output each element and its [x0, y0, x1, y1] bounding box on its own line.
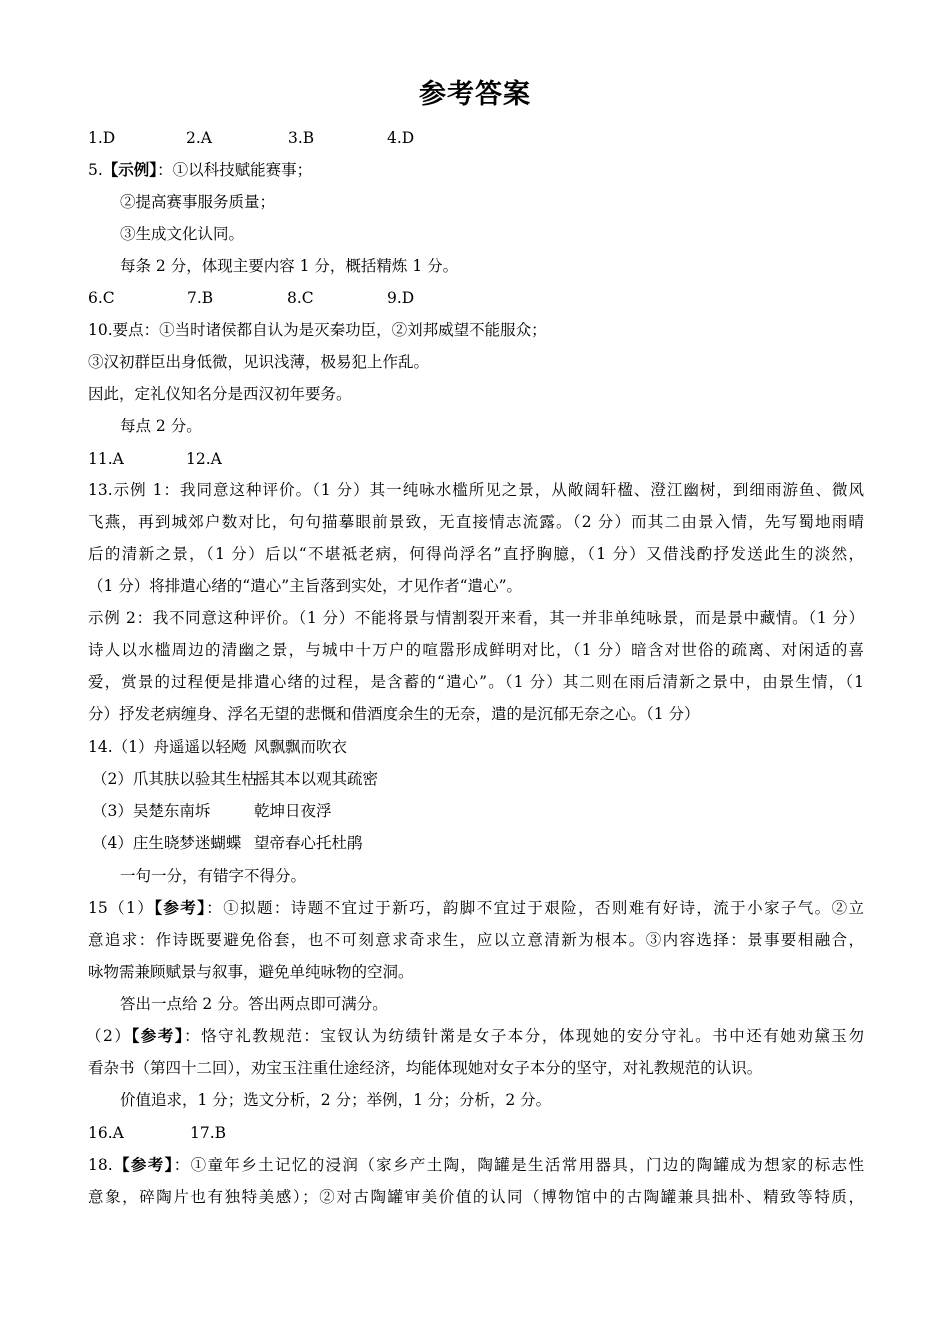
q15-1-number: 15（1） [88, 899, 155, 917]
q15-2-tag: 【参考】 [131, 1026, 185, 1045]
q15-line-5 [86, 1026, 864, 1046]
q14-3-first: （3）吴楚东南坼 [92, 802, 211, 820]
answer-8: 8.C [287, 289, 314, 307]
q18-number: 18. [88, 1156, 113, 1174]
answer-11: 11.A [88, 450, 124, 468]
q13-line-8: 分）抒发老病缠身、浮名无望的悲慨和借酒度余生的无奈，遣的是沉郁无奈之心。（1 分） [88, 705, 700, 723]
q13-line-4: （1 分）将排遣心绪的“遣心”主旨落到实处，才见作者“遣心”。 [88, 577, 522, 595]
q10-scoring: 每点 2 分。 [120, 417, 202, 435]
q5-point-1: ：①以科技赋能赛事； [157, 161, 313, 179]
answer-3: 3.B [288, 129, 315, 147]
q15-line-6: 看杂书（第四十二回），劝宝玉注重仕途经济，均能体现她对女子本分的坚守，对礼教规范的认识。 [88, 1059, 763, 1077]
q13-line-6: 诗人以水槛周边的清幽之景，与城中十万户的喧嚣形成鲜明对比，（1 分）暗含对世俗的疏离、对闲适的喜 [88, 641, 864, 659]
q14-1-first: 14.（1）舟遥遥以轻飏 [88, 738, 247, 756]
q18-tag: 【参考】 [112, 1155, 174, 1174]
q5-scoring: 每条 2 分，体现主要内容 1 分，概括精炼 1 分。 [120, 257, 459, 275]
q5-tag: 【示例】 [102, 160, 158, 179]
q18-line-1 [88, 1155, 864, 1175]
q5-point-2: ②提高赛事服务质量； [120, 193, 276, 211]
q5-point-3: ③生成文化认同。 [120, 225, 245, 243]
q13-line-5: 示例 2：我不同意这种评价。（1 分）不能将景与情割裂开来看，其一并非单纯咏景，而是景中藏情。（1 分） [88, 609, 864, 627]
q14-3-second: 乾坤日夜浮 [254, 802, 332, 820]
q14-4-first: （4）庄生晓梦迷蝴蝶 [92, 834, 242, 852]
answer-4: 4.D [387, 129, 415, 147]
answer-row-16-17 [88, 1123, 864, 1143]
q13-line-7: 爱，赏景的过程便是排遣心绪的过程，是含蓄的“遣心”。（1 分）其二则在雨后清新之景中，由景生情，（1 [88, 673, 864, 691]
answer-16: 16.A [88, 1124, 124, 1142]
q14-scoring: 一句一分，有错字不得分。 [120, 867, 307, 885]
q14-1-second: 风飘飘而吹衣 [254, 738, 348, 756]
answer-17: 17.B [190, 1124, 227, 1142]
answer-row-11-12 [88, 449, 864, 469]
answer-9: 9.D [387, 289, 415, 307]
q15-line-3: 咏物需兼顾赋景与叙事，避免单纯咏物的空洞。 [88, 963, 414, 981]
q15-1-tag: 【参考】 [154, 898, 207, 917]
q14-row-2 [92, 769, 868, 789]
q5-number: 5. [88, 161, 103, 179]
answer-12: 12.A [186, 450, 222, 468]
q13-line-2: 飞燕，再到城郊户数对比，句句描摹眼前景致，无直接情志流露。（2 分）而其二由景入情，先写蜀地雨晴 [88, 513, 864, 531]
q15-1-text: ：①拟题：诗题不宜过于新巧，韵脚不宜过于艰险，否则难有好诗，流于小家子气。②立 [206, 899, 864, 917]
q15-2-scoring: 价值追求，1 分；选文分析，2 分；举例，1 分；分析，2 分。 [120, 1091, 552, 1109]
q15-line-2: 意追求：作诗既要避免俗套，也不可刻意求奇求生，应以立意清新为根本。③内容选择：景事要相融合， [88, 931, 864, 949]
page-title: 参考答案 [419, 79, 531, 110]
q5-heading [88, 160, 864, 180]
q14-row-3 [92, 801, 868, 821]
answer-row-1-4 [88, 128, 864, 148]
answer-row-6-9 [88, 288, 864, 308]
answer-2: 2.A [186, 129, 212, 147]
q15-1-scoring: 答出一点给 2 分。答出两点即可满分。 [120, 995, 388, 1013]
answer-6: 6.C [88, 289, 115, 307]
answer-1: 1.D [88, 129, 116, 147]
q15-line-1 [88, 898, 864, 918]
q14-row-4 [92, 833, 868, 853]
q14-2-first: （2）爪其肤以验其生枯 [92, 770, 257, 788]
q14-2-second: 摇其本以观其疏密 [254, 770, 379, 788]
q13-line-3: 后的清新之景，（1 分）后以“不堪祗老病，何得尚浮名”直抒胸臆，（1 分）又借浅酌抒发送此生的淡然， [88, 545, 864, 563]
q14-row-1 [88, 737, 864, 757]
q15-2-number: （2） [86, 1027, 132, 1045]
q18-line-2: 意象，碎陶片也有独特美感）；②对古陶罐审美价值的认同（博物馆中的古陶罐兼具拙朴、精致等特质， [88, 1188, 864, 1206]
q13-line-1: 13.示例 1：我同意这种评价。（1 分）其一纯咏水槛所见之景，从敞阔轩楹、澄江幽树，到细雨游鱼、微风 [88, 481, 864, 499]
q10-line-2: ③汉初群臣出身低微，见识浅薄，极易犯上作乱。 [88, 353, 430, 371]
answer-7: 7.B [187, 289, 214, 307]
q14-4-second: 望帝春心托杜鹃 [254, 834, 363, 852]
q15-2-text: ：恪守礼教规范：宝钗认为纺绩针黹是女子本分，体现她的安分守礼。书中还有她劝黛玉勿 [184, 1027, 864, 1045]
q10-line-3: 因此，定礼仪知名分是西汉初年要务。 [88, 385, 352, 403]
q10-line-1: 10.要点：①当时诸侯都自认为是灭秦功臣，②刘邦威望不能服众； [88, 321, 547, 339]
q18-text-1: ：①童年乡土记忆的浸润（家乡产土陶，陶罐是生活常用器具，门边的陶罐成为想家的标志性 [173, 1156, 864, 1174]
